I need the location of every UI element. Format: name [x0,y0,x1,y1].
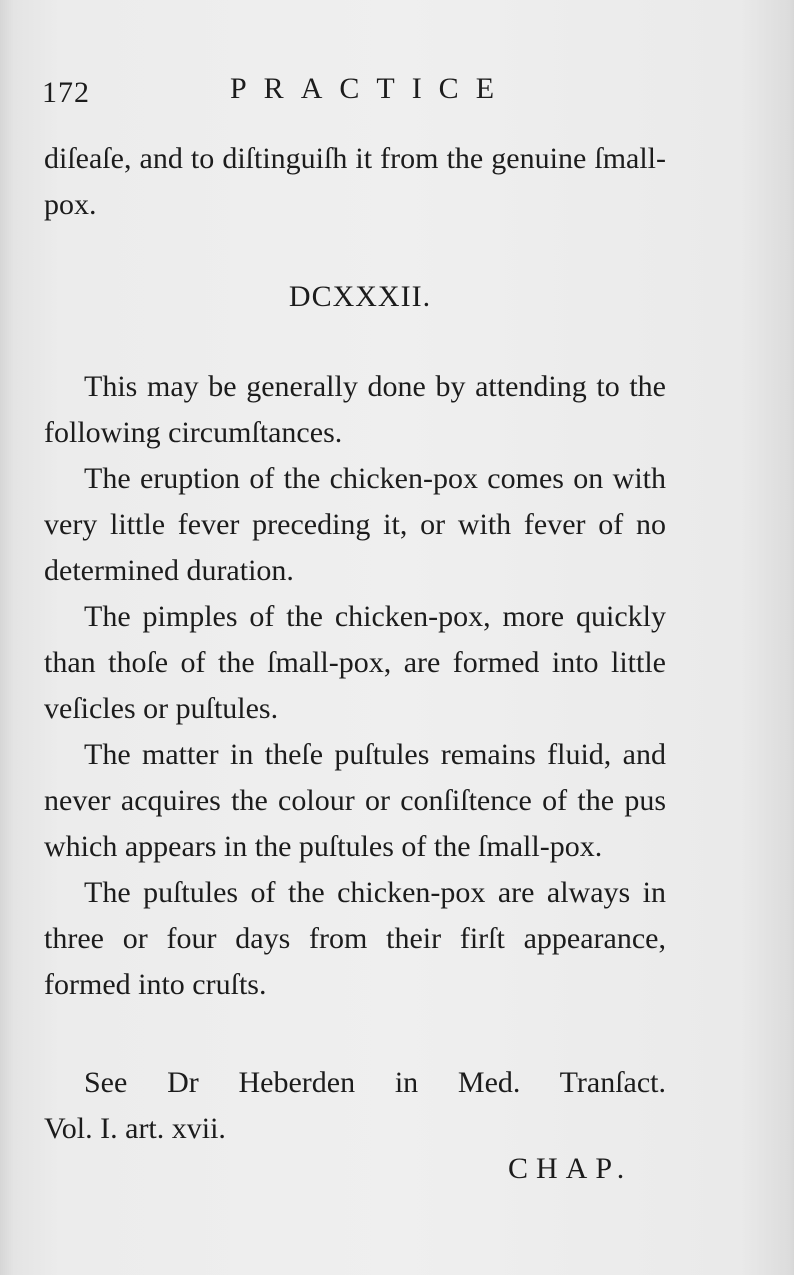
paragraph: The puſtules of the chicken-pox are always in three or four days from their firſt appearance, formed into cruſts. [44,876,666,1001]
reference-line: See Dr Heberden in Med. Tranſact. [84,1066,666,1099]
paragraph: The eruption of the chicken-pox comes on with very little fever preceding it, or with fever of no determined duration. [44,462,666,587]
paragraph: The pimples of the chicken-pox, more quickly than thoſe of the ſmall-pox, are formed into little veſicles or puſtules. [44,600,666,725]
paragraph: The matter in theſe puſtules remains fluid, and never acquires the colour or conſiſtence of the pus which appears in the puſtules of the ſmall-pox. [44,738,666,863]
page-number: 172 [42,76,90,109]
lead-paragraph [44,136,666,228]
page-header [42,70,682,110]
paragraph: This may be generally done by attending to the following circumſtances. [44,370,666,449]
running-head: PRACTICE [230,72,512,105]
section-heading: DCXXXII. [288,280,432,313]
reference-line: Vol. I. art. xvii. [44,1112,226,1145]
reference-note [44,1060,666,1152]
section-body [44,364,666,1008]
catchword: CHAP. [508,1152,633,1185]
lead-text: diſeaſe, and to diſtinguiſh it from the genuine ſmall-pox. [44,142,666,221]
